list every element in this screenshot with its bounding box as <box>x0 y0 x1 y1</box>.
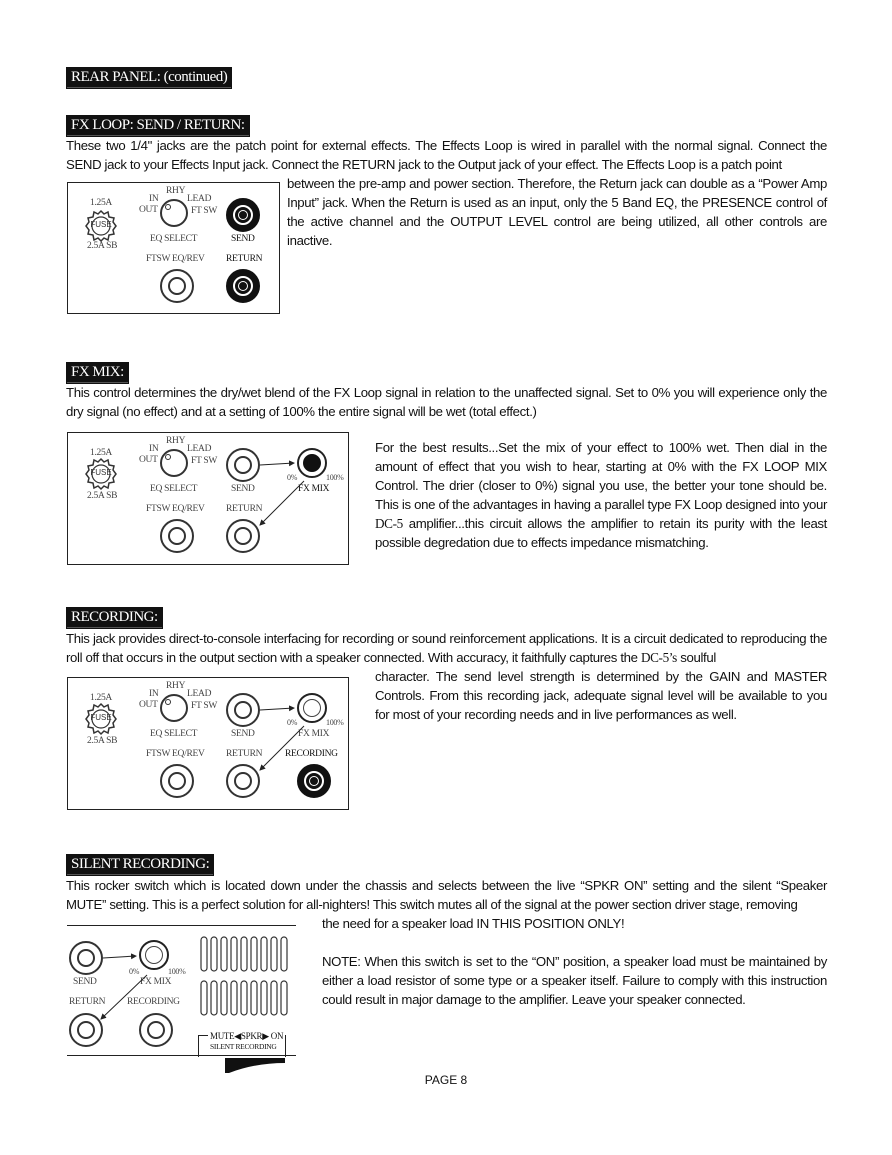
send-jack[interactable] <box>226 198 260 232</box>
fuse-slow-blow-label: 2.5A SB <box>87 491 118 501</box>
section-header-fx-loop: FX LOOP: SEND / RETURN: <box>66 115 250 137</box>
lead-label: LEAD <box>187 194 212 204</box>
fx-loop-text-side: between the pre-amp and power section. Therefore, the Return jack can double as a “Power Amp Input” jack. When the Return is used as an input, only the 5 Band EQ, the PRESENCE control of the active channel and the OUTPUT LEVEL control are being utilized, all other controls are inactive. <box>287 176 827 248</box>
lead-label: LEAD <box>187 444 212 454</box>
fuse-rating-label: 1.25A <box>90 693 112 703</box>
ftsw-eq-rev-label: FTSW EQ/REV <box>146 504 205 514</box>
in-label: IN <box>149 444 159 454</box>
signal-arrows <box>68 433 348 564</box>
eq-select-label: EQ SELECT <box>150 234 198 244</box>
fx-mix-hundred-label: 100% <box>326 718 344 727</box>
model-name: DC-5’s <box>640 650 677 665</box>
signal-arrows <box>67 925 207 1055</box>
fx-mix-hundred-label: 100% <box>326 473 344 482</box>
fuse-label: FUSE <box>90 468 112 477</box>
recording-text-top <box>66 629 827 667</box>
ftsw-eq-rev-label: FTSW EQ/REV <box>146 254 205 264</box>
rhy-label: RHY <box>166 681 186 691</box>
return-label: RETURN <box>69 997 106 1007</box>
send-label: SEND <box>231 729 255 739</box>
section-header-rear-panel: REAR PANEL: (continued) <box>66 67 232 89</box>
send-label: SEND <box>231 234 255 244</box>
out-label: OUT <box>139 205 158 215</box>
fuse-label: FUSE <box>90 713 112 722</box>
fuse-label: FUSE <box>90 220 112 229</box>
recording-label: RECORDING <box>285 749 338 759</box>
out-label: OUT <box>139 700 158 710</box>
silent-recording-label: SILENT RECORDING <box>210 1042 277 1051</box>
return-label: RETURN <box>226 504 263 514</box>
ftsw-label: FT SW <box>191 701 218 711</box>
model-name: DC-5 <box>375 516 403 531</box>
silent-recording-text-top: This rocker switch which is located down under the chassis and selects between the live “SPKR ON” setting and the silent “Speaker MUTE” setting. This is a perfect solution for all-nighters! This switch mutes all of the signal at the power section driver stage, removing <box>66 878 827 912</box>
fx-mix-hundred-label: 100% <box>168 967 186 976</box>
ftsw-eq-rev-label: FTSW EQ/REV <box>146 749 205 759</box>
recording-text-side: character. The send level strength is determined by the GAIN and MASTER Controls. From this recording jack, adequate signal level will be available to you for most of your recording needs and in live performances as well. <box>375 669 827 722</box>
silent-recording-diagram <box>67 925 297 1075</box>
mute-spkr-on-label: MUTE◀SPKR▶ ON <box>210 1031 284 1041</box>
fx-mix-label: FX MIX <box>140 977 172 987</box>
lead-label: LEAD <box>187 689 212 699</box>
fx-mix-text-side-2: amplifier...this circuit allows the amplifier to retain its purity with the least possible degredation due to effects impedance mismatching. <box>375 516 827 550</box>
page-number: PAGE 8 <box>424 1073 468 1087</box>
fx-mix-zero-label: 0% <box>287 473 298 482</box>
section-header-recording: RECORDING: <box>66 607 163 629</box>
rhy-label: RHY <box>166 186 186 196</box>
fuse-slow-blow-label: 2.5A SB <box>87 241 118 251</box>
recording-panel-diagram <box>67 677 349 810</box>
return-jack[interactable] <box>226 269 260 303</box>
send-label: SEND <box>73 977 97 987</box>
fx-mix-zero-label: 0% <box>129 967 140 976</box>
fx-mix-zero-label: 0% <box>287 718 298 727</box>
ftsw-label: FT SW <box>191 206 218 216</box>
fx-loop-panel-diagram <box>67 182 280 314</box>
fx-loop-text-top: These two 1/4" jacks are the patch point for external effects. The Effects Loop is wired in parallel with the normal signal. Connect the SEND jack to your Effects Input jack. Connect the RETURN jack to the Output jack of your effect. The Effects Loop is a patch point <box>66 138 827 172</box>
silent-recording-text-side: the need for a speaker load IN THIS POSITION ONLY! <box>322 916 625 931</box>
eq-select-switch[interactable] <box>160 199 188 227</box>
signal-arrows <box>68 678 348 809</box>
fx-mix-panel-diagram <box>67 432 349 565</box>
send-label: SEND <box>231 484 255 494</box>
in-label: IN <box>149 689 159 699</box>
fx-mix-text-side-1: For the best results...Set the mix of your effect to 100% wet. Then dial in the amount of effect that you wish to hear, starting at 0% with the FX LOOP MIX Control. The drier (closer to 0%) signal you use, the better your tone should be. This is one of the advantages in having a parallel type FX Loop designed into your <box>375 440 827 512</box>
fuse-slow-blow-label: 2.5A SB <box>87 736 118 746</box>
ftsw-eq-rev-jack[interactable] <box>160 269 194 303</box>
out-label: OUT <box>139 455 158 465</box>
fx-mix-text-top: This control determines the dry/wet blend of the FX Loop signal in relation to the unaffected signal. Set to 0% you will experience only the dry signal (no effect) and at a setting of 100% the entire signal will be wet (total effect.) <box>66 385 827 419</box>
section-header-fx-mix: FX MIX: <box>66 362 129 384</box>
ftsw-label: FT SW <box>191 456 218 466</box>
eq-select-label: EQ SELECT <box>150 729 198 739</box>
fuse-rating-label: 1.25A <box>90 448 112 458</box>
fx-mix-label: FX MIX <box>298 729 330 739</box>
recording-label: RECORDING <box>127 997 180 1007</box>
return-label: RETURN <box>226 749 263 759</box>
section-header-silent-recording: SILENT RECORDING: <box>66 854 214 876</box>
fx-mix-text-side <box>375 438 827 552</box>
silent-recording-note: NOTE: When this switch is set to the “ON” position, a speaker load must be maintained by either a load resistor of some type or a speaker itself. Failure to comply with this instruction could result in major damage to the amplifier. Leave your speaker connected. <box>322 954 827 1007</box>
fuse-rating-label: 1.25A <box>90 198 112 208</box>
recording-text-top-1: This jack provides direct-to-console interfacing for recording or sound reinforcement applications. It is a circuit dedicated to reproducing the roll off that occurs in the output section with a speaker connected. With accuracy, it faithfully captures the <box>66 631 827 665</box>
return-label: RETURN <box>226 254 263 264</box>
recording-text-top-2: soulful <box>676 650 716 665</box>
fx-mix-label: FX MIX <box>298 484 330 494</box>
eq-select-label: EQ SELECT <box>150 484 198 494</box>
vent-slots-icon <box>200 935 294 1019</box>
rhy-label: RHY <box>166 436 186 446</box>
in-label: IN <box>149 194 159 204</box>
